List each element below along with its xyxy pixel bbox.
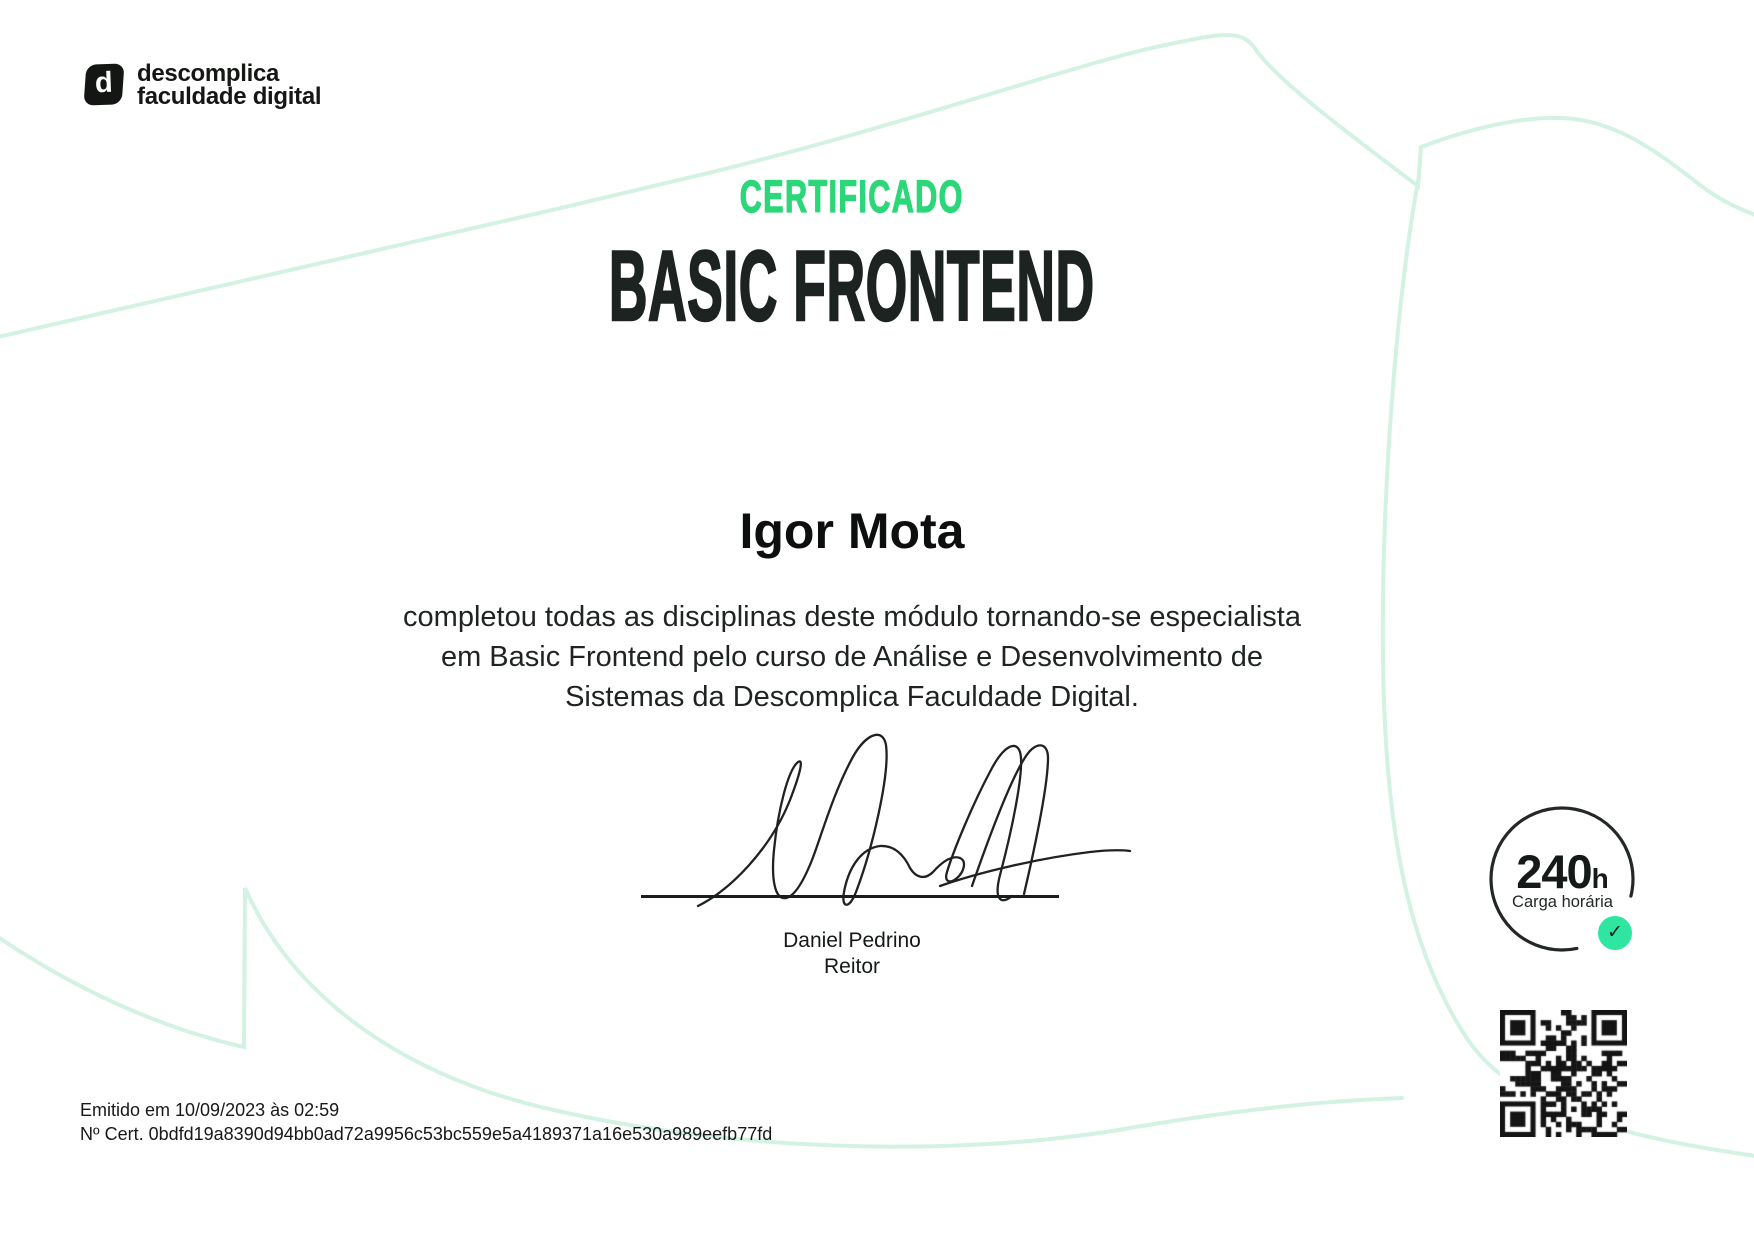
brand-name-line1: descomplica: [137, 60, 280, 87]
cert-number-value: 0bdfd19a8390d94bb0ad72a9956c53bc559e5a4189371a16e530a989eefb77fd: [148, 1124, 773, 1144]
workload-label: Carga horária: [1512, 893, 1613, 911]
logo-glyph: d: [94, 66, 114, 100]
qr-code: [1500, 1010, 1627, 1137]
course-title: BASIC FRONTEND: [609, 230, 1095, 341]
description-line: completou todas as disciplinas deste módulo tornando-se especialista: [403, 601, 1301, 633]
description-line: em Basic Frontend pelo curso de Análise e Desenvolvimento de: [440, 641, 1264, 673]
signature-line: [641, 895, 1059, 898]
certificate-label: CERTIFICADO: [739, 171, 965, 222]
brand-logo-icon: [84, 63, 125, 105]
signer-role: Reitor: [823, 955, 881, 978]
workload-hours-unit: h: [1591, 863, 1609, 894]
check-icon: ✓: [1607, 922, 1623, 943]
description-line: Sistemas da Descomplica Faculdade Digital.: [565, 681, 1139, 713]
workload-hours-value: 240: [1516, 845, 1592, 898]
check-badge: [1598, 916, 1632, 950]
footer-issued-date: Emitido em 10/09/2023 às 02:59: [80, 1100, 340, 1120]
signature-image: [620, 700, 1180, 940]
brand-wordmark: [137, 62, 321, 108]
brand-name-line2: faculdade digital: [137, 83, 322, 110]
workload-hours: [1480, 844, 1645, 899]
signer-name: Daniel Pedrino: [783, 929, 921, 952]
recipient-name: Igor Mota: [739, 503, 965, 559]
description-paragraph: [0, 597, 1704, 717]
footer-cert-number: [80, 1124, 772, 1145]
cert-number-label: Nº Cert.: [80, 1124, 144, 1144]
